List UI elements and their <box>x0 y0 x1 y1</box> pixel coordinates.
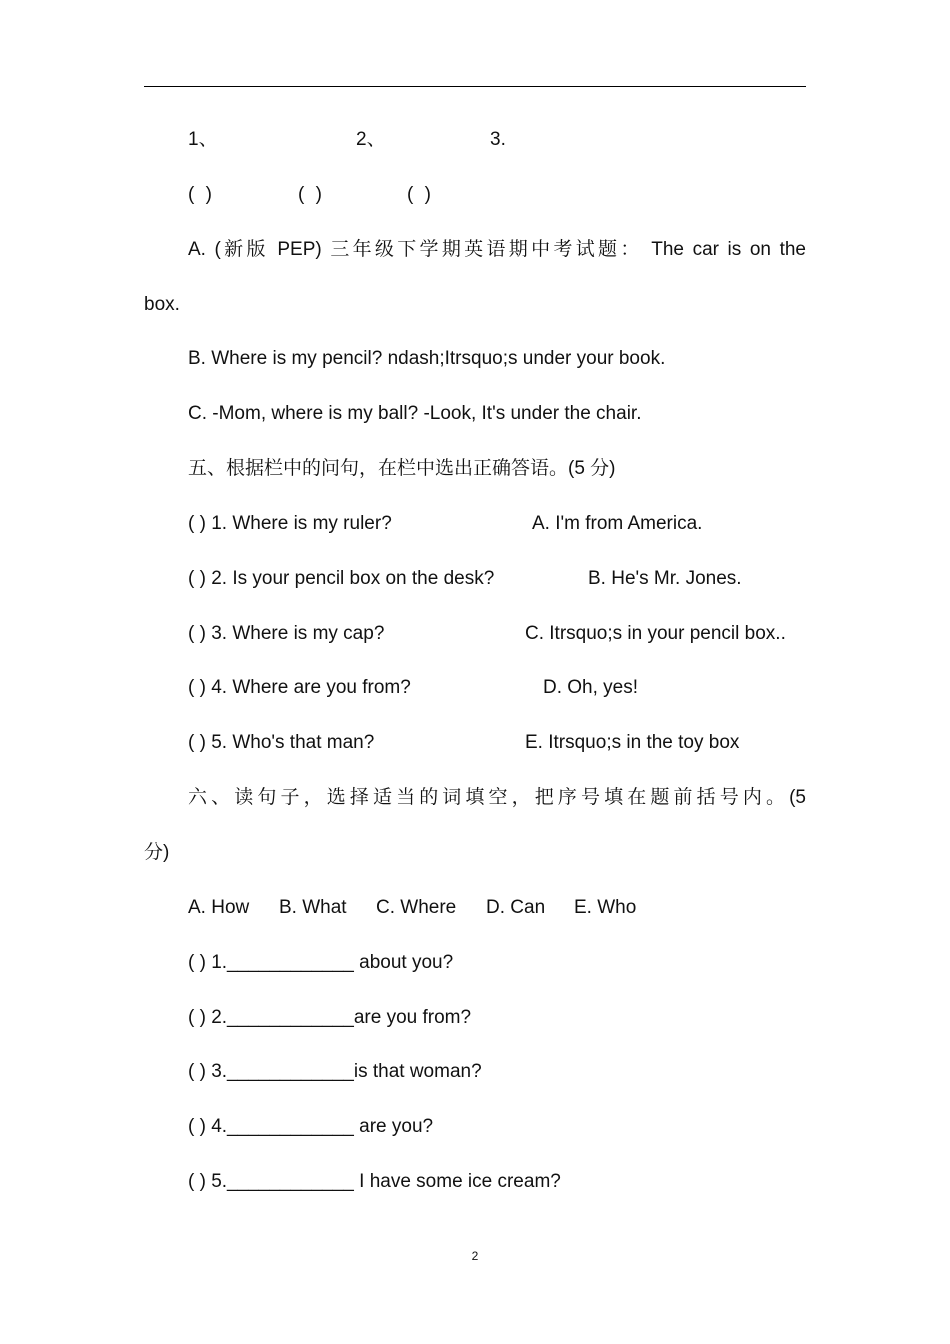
answer-bracket-2: ( ) <box>298 184 322 205</box>
section6-heading-line2 <box>0 838 950 868</box>
picture-label-3: 3. <box>490 129 506 150</box>
option-b-line <box>0 344 950 374</box>
answer-bracket-3: ( ) <box>407 184 431 205</box>
word-option-can: D. Can <box>486 897 546 918</box>
word-option-where: C. Where <box>376 897 457 918</box>
option-c-text: C. -Mom, where is my ball? -Look, It's under the chair. <box>188 403 642 424</box>
section5-question-2: ( ) 2. Is your pencil box on the desk? <box>188 568 495 589</box>
section5-row-2 <box>0 564 950 594</box>
picture-label-1: 1、 <box>188 129 218 150</box>
header-rule <box>144 86 806 87</box>
fill-blank-item-2: ( ) 2.____________are you from? <box>188 1007 472 1028</box>
section5-question-5: ( ) 5. Who's that man? <box>188 732 375 753</box>
fill-blank-item-4: ( ) 4.____________ are you? <box>188 1116 434 1137</box>
option-c-line <box>0 399 950 429</box>
section5-question-1: ( ) 1. Where is my ruler? <box>188 513 392 534</box>
section6-heading-continued: 分) <box>144 842 170 863</box>
section5-answer-a: A. I'm from America. <box>532 513 703 534</box>
section6-heading-line1 <box>0 783 950 813</box>
section6-item-3 <box>0 1057 950 1087</box>
word-option-how: A. How <box>188 897 250 918</box>
section6-heading: 六、读句子，选择适当的词填空，把序号填在题前括号内。(5 <box>188 787 806 808</box>
fill-blank-item-5: ( ) 5.____________ I have some ice cream? <box>188 1171 561 1192</box>
section6-item-1 <box>0 948 950 978</box>
answer-bracket-1: ( ) <box>188 184 212 205</box>
option-a-text-continued: box. <box>144 294 180 315</box>
section5-row-3 <box>0 619 950 649</box>
section5-heading: 五、根据栏中的问句，在栏中选出正确答语。(5 分) <box>188 458 616 479</box>
answer-brackets-row <box>0 180 950 210</box>
section6-item-2 <box>0 1003 950 1033</box>
section5-question-3: ( ) 3. Where is my cap? <box>188 623 385 644</box>
section5-answer-d: D. Oh, yes! <box>543 677 639 698</box>
section5-row-4 <box>0 673 950 703</box>
option-a-line2 <box>0 290 950 320</box>
word-option-who: E. Who <box>574 897 637 918</box>
word-option-what: B. What <box>279 897 347 918</box>
option-b-text: B. Where is my pencil? ndash;Itrsquo;s under your book. <box>188 348 666 369</box>
section5-answer-e: E. Itrsquo;s in the toy box <box>525 732 740 753</box>
section5-answer-c: C. Itrsquo;s in your pencil box.. <box>525 623 786 644</box>
picture-labels-row <box>0 125 950 155</box>
fill-blank-item-1: ( ) 1.____________ about you? <box>188 952 454 973</box>
section6-item-5 <box>0 1167 950 1197</box>
section5-row-1 <box>0 509 950 539</box>
picture-label-2: 2、 <box>356 129 386 150</box>
page-number: 2 <box>471 1249 479 1263</box>
option-a-text: A. (新版 PEP) 三年级下学期英语期中考试题： The car is on the <box>188 239 806 260</box>
option-a-line1 <box>0 235 950 265</box>
section6-options-row <box>0 893 950 923</box>
fill-blank-item-3: ( ) 3.____________is that woman? <box>188 1061 482 1082</box>
section5-heading-line <box>0 454 950 484</box>
section5-question-4: ( ) 4. Where are you from? <box>188 677 411 698</box>
section6-item-4 <box>0 1112 950 1142</box>
section5-row-5 <box>0 728 950 758</box>
section5-answer-b: B. He's Mr. Jones. <box>588 568 742 589</box>
